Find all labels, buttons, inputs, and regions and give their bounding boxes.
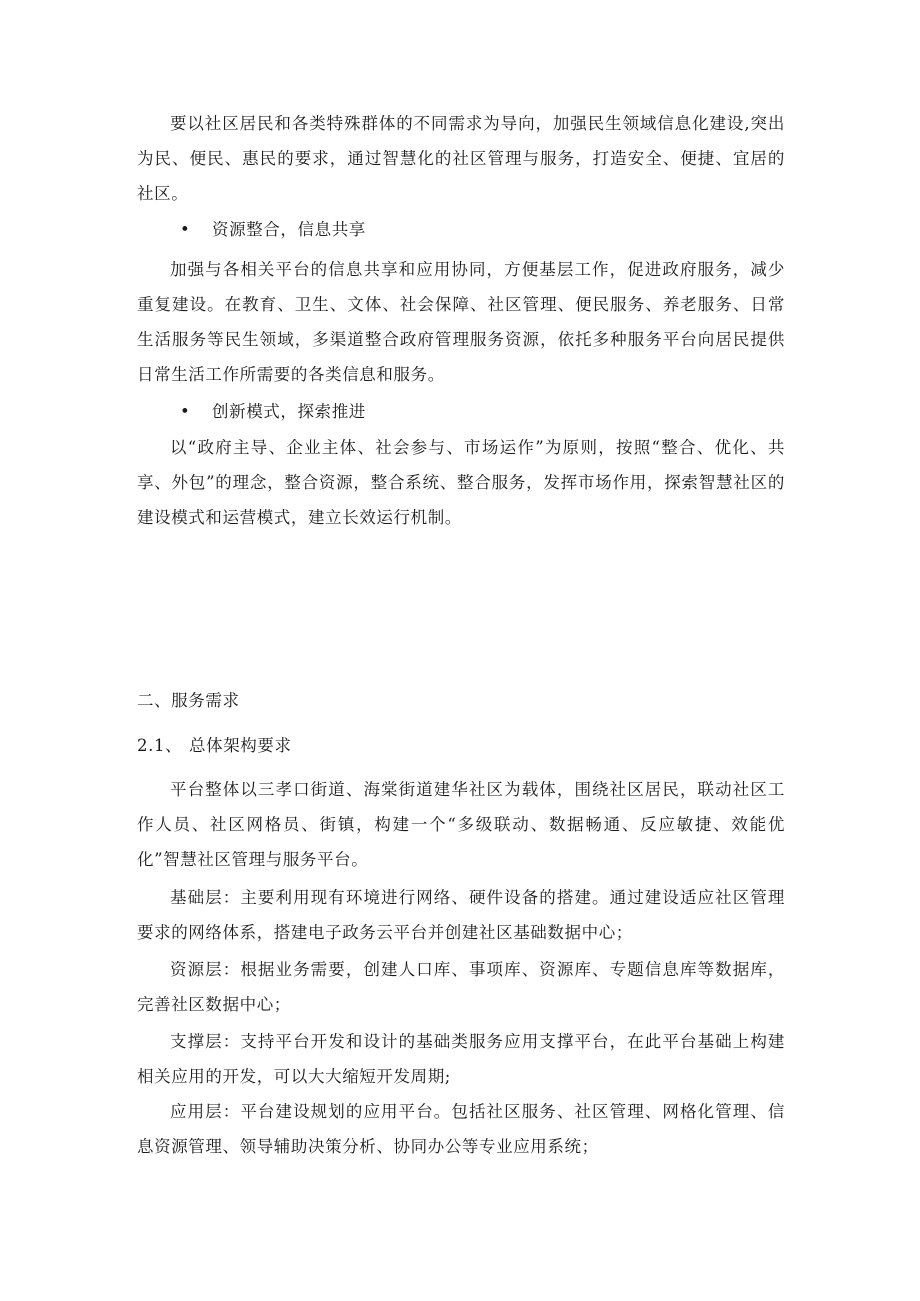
paragraph-resource-integration: 加强与各相关平台的信息共享和应用协同，方便基层工作，促进政府服务，减少重复建设。在教育、卫生、文体、社会保障、社区管理、便民服务、养老服务、日常生活服务等民生领域，多渠道整合政府管理服务资源，依托多种服务平台向居民提供日常生活工作所需要的各类信息和服务。 <box>137 260 785 384</box>
bullet-icon: • <box>180 220 191 239</box>
subsection-number: 2.1、 <box>137 736 183 755</box>
bullet-label: 资源整合，信息共享 <box>212 220 366 239</box>
paragraph-intro: 要以社区居民和各类特殊群体的不同需求为导向，加强民生领域信息化建设,突出为民、便民、惠民的要求，通过智慧化的社区管理与服务，打造安全、便捷、宜居的社区。 <box>137 114 785 203</box>
paragraph-base-layer: 基础层：主要利用现有环境进行网络、硬件设备的搭建。通过建设适应社区管理要求的网络体系，搭建电子政务云平台并创建社区基础数据中心； <box>137 888 785 942</box>
paragraph-innovation: 以“政府主导、企业主体、社会参与、市场运作”为原则，按照“整合、优化、共享、外包”的理念，整合资源，整合系统、整合服务，发挥市场作用，探索智慧社区的建设模式和运营模式，建立长效运行机制。 <box>137 438 785 527</box>
paragraph-support-layer: 支撑层：支持平台开发和设计的基础类服务应用支撑平台，在此平台基础上构建相关应用的开发，可以大大缩短开发周期; <box>137 1032 785 1086</box>
bullet-icon: • <box>180 402 191 421</box>
subsection-title: 总体架构要求 <box>189 736 292 755</box>
bullet-label: 创新模式，探索推进 <box>212 402 366 421</box>
paragraph-application-layer: 应用层：平台建设规划的应用平台。包括社区服务、社区管理、网格化管理、信息资源管理、领导辅助决策分析、协同办公等专业应用系统； <box>137 1102 785 1156</box>
bullet-item-innovation <box>180 394 366 429</box>
bullet-item-resource-integration <box>180 212 366 247</box>
paragraph-resource-layer: 资源层：根据业务需要，创建人口库、事项库、资源库、专题信息库等数据库，完善社区数据中心； <box>137 960 785 1014</box>
section-heading: 二、服务需求 <box>137 691 240 710</box>
paragraph-overview: 平台整体以三孝口街道、海棠街道建华社区为载体，围绕社区居民，联动社区工作人员、社区网格员、街镇，构建一个“多级联动、数据畅通、反应敏捷、效能优化”智慧社区管理与服务平台。 <box>137 780 785 869</box>
subsection-heading <box>137 731 292 761</box>
